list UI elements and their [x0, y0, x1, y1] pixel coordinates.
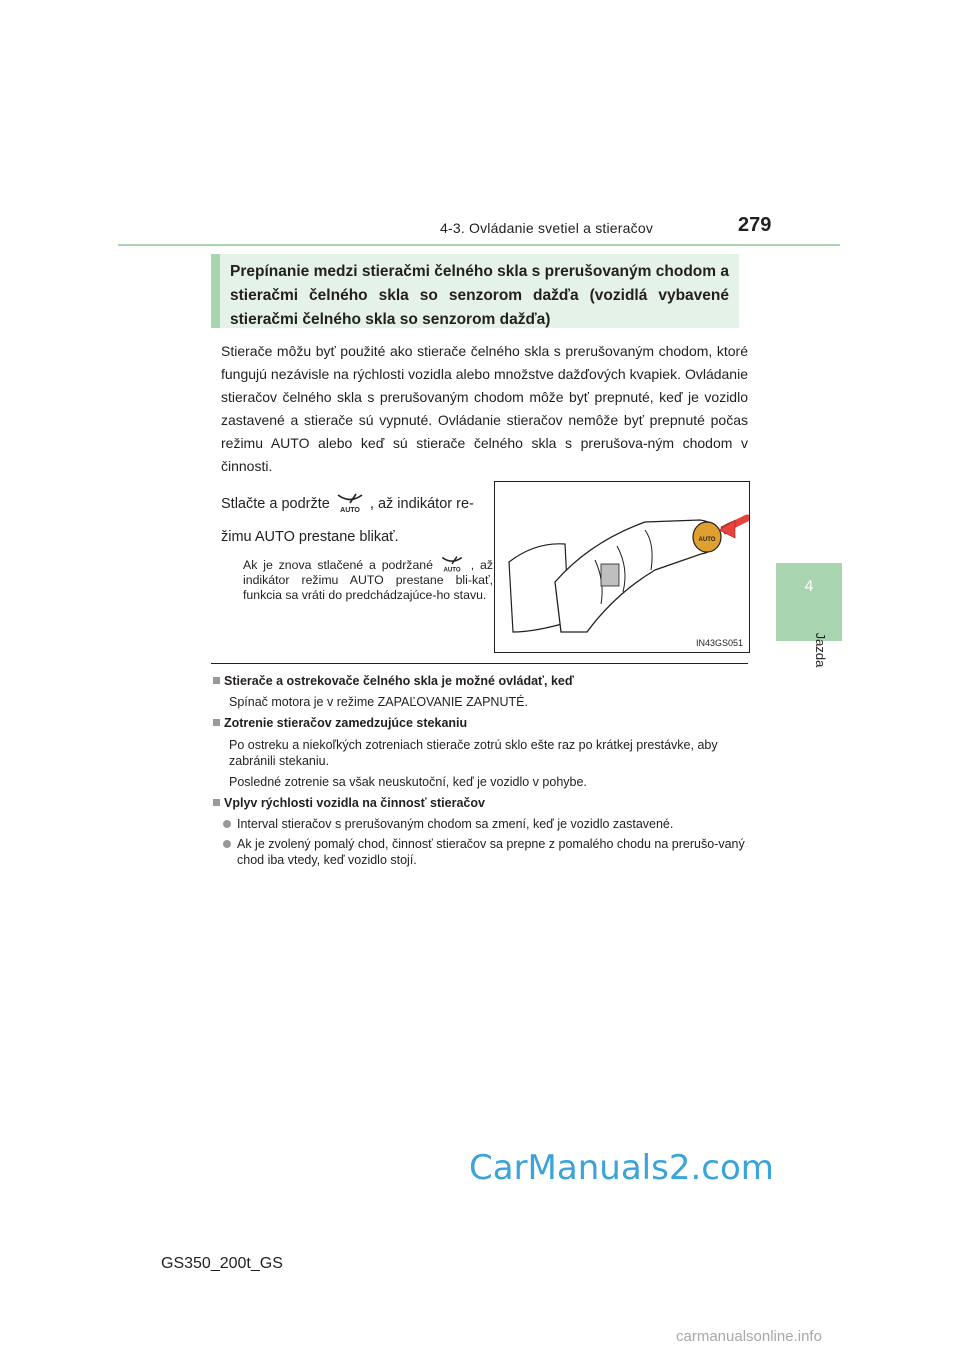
chapter-tab-label: Jazda [813, 632, 828, 668]
dot-item [221, 836, 748, 868]
wiper-auto-small-icon [439, 555, 465, 573]
bullet-heading [213, 674, 574, 688]
knob-label: AUTO [698, 537, 716, 543]
wiper-auto-icon [334, 492, 366, 514]
watermark-carmanualsonline: carmanualsonline.info [676, 1328, 822, 1345]
step-text-before: Stlačte a podržte [221, 496, 330, 512]
bullet-text: Po ostreku a niekoľkých zotreniach stierače zotrú sklo ešte raz po krátkej prestávke, aby zabránili stekaniu. [229, 738, 718, 768]
dot-item-text: Interval stieračov s prerušovaným chodom sa zmení, keď je vozidlo zastavené. [237, 817, 674, 831]
note-text-before: Ak je znova stlačené a podržané [243, 558, 433, 572]
dot-bullet-icon [223, 820, 231, 828]
wiper-lever-drawing [495, 482, 750, 653]
section-heading: Prepínanie medzi stieračmi čelného skla s prerušovaným chodom a stieračmi čelného skla so senzorom dažďa (vozidlá vybavené stieračmi čelného skla so senzorom dažďa) [230, 263, 729, 328]
section-heading-box [211, 254, 739, 328]
dot-item [221, 816, 748, 832]
page-number: 279 [738, 214, 772, 236]
square-bullet-icon [213, 677, 220, 684]
square-bullet-icon [213, 719, 220, 726]
wiper-lever-illustration [494, 481, 750, 653]
watermark-carmanuals2: CarManuals2.com [469, 1148, 774, 1188]
step-note [243, 555, 493, 603]
bullet-heading-text: Zotrenie stieračov zamedzujúce stekaniu [224, 716, 468, 730]
square-bullet-icon [213, 799, 220, 806]
bullet-heading [213, 796, 485, 810]
chapter-tab-number: 4 [804, 578, 814, 595]
bullet-heading-text: Vplyv rýchlosti vozidla na činnosť stieračov [224, 796, 485, 810]
footer-model-code: GS350_200t_GS [161, 1255, 283, 1272]
svg-text:AUTO: AUTO [443, 566, 461, 573]
note-text-after: , až indikátor režimu AUTO prestane bli-kať, funkcia sa vráti do predchádzajúce-ho stavu. [243, 558, 494, 602]
bullet-text: Spínač motora je v režime ZAPAĽOVANIE ZAPNUTÉ. [229, 695, 528, 709]
header-rule [118, 244, 840, 246]
bullet-heading [213, 716, 467, 730]
svg-text:AUTO: AUTO [340, 507, 360, 514]
header-section-title: 4-3. Ovládanie svetiel a stieračov [440, 220, 654, 236]
step-text-after: , až indikátor re-žimu AUTO prestane blikať. [221, 496, 474, 545]
step-instruction [221, 488, 491, 554]
dot-bullet-icon [223, 840, 231, 848]
intro-paragraph: Stierače môžu byť použité ako stierače čelného skla s prerušovaným chodom, ktoré fungujú nezávisle na rýchlosti vozidla alebo množstve dažďových kvapiek. Ovládanie stieračov čelného skla s prerušovaným chodom môže byť prepnuté, keď je vozidlo zastavené a stierače sú vypnuté. Ovládanie stieračov nemôže byť prepnuté počas režimu AUTO alebo keď sú stierače čelného skla s prerušova-ným chodom v činnosti. [221, 343, 748, 474]
dot-item-text: Ak je zvolený pomalý chod, činnosť stieračov sa prepne z pomalého chodu na prerušo-vaný chod iba vtedy, keď vozidlo stojí. [237, 837, 745, 867]
bullet-text: Posledné zotrenie sa však neuskutoční, keď je vozidlo v pohybe. [229, 775, 587, 789]
bullet-heading-text: Stierače a ostrekovače čelného skla je možné ovládať, keď [224, 674, 574, 688]
illustration-code: IN43GS051 [695, 638, 743, 648]
separator-line [211, 663, 748, 664]
